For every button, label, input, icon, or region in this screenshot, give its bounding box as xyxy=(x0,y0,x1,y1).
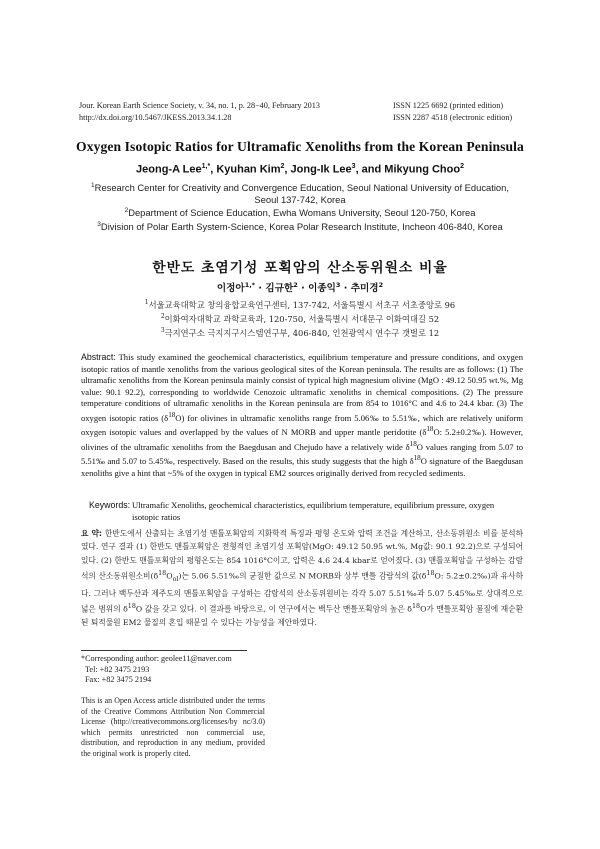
issn-electronic: ISSN 2287 4518 (electronic edition) xyxy=(393,113,513,122)
affiliation-2 xyxy=(0,205,600,219)
doi-link[interactable]: http://dx.doi.org/10.5467/JKESS.2013.34.1.28 xyxy=(79,113,232,122)
author-tel: Tel: +82 3475 2193 xyxy=(85,664,150,674)
korean-author-name: 이종익 xyxy=(308,283,336,294)
paper-title: Oxygen Isotopic Ratios for Ultramafic Xenoliths from the Korean Peninsula xyxy=(76,139,524,154)
affil-mark: 1 xyxy=(144,299,149,306)
affil-mark: 3 xyxy=(160,327,165,335)
isotope-mark: 18 xyxy=(426,425,434,434)
author-separator: · xyxy=(340,283,351,294)
author-separator: , xyxy=(210,163,217,176)
open-access-notice: This is an Open Access article distributed under the terms of the Creative Commons Attribution Non Commercial License (http://creativecommons.org/licenses/by nc/3.0) which permits unrestricted non commercial use, distribution, and reproduction in any medium, provided the original work is properly cited. xyxy=(81,696,265,758)
korean-abstract-text: O 값을 갖고 있다. 이 결과를 바탕으로, 이 연구에서는 백두산 맨틀포획암의 높은 δ xyxy=(135,604,412,614)
footnote-divider xyxy=(81,650,247,651)
korean-abstract-text: O가 맨틀포획암 물질에 재순환된 퇴적물원 EM2 물질의 혼입 때문일 수 있다는 가능성을 제안하였다. xyxy=(81,604,524,628)
abstract-text: O signature of the Baegdusan xenoliths give a hint that ~5% of the oxygen in typical EM2 sources originally derived from recycled sediments. xyxy=(81,456,523,478)
affiliation-1 xyxy=(0,180,600,194)
author-name: Jong-Ik Lee xyxy=(290,163,352,176)
affil-mark: 2 xyxy=(124,207,129,215)
korean-abstract-text: O xyxy=(166,571,173,581)
affiliation-list xyxy=(0,180,600,233)
journal-citation: Jour. Korean Earth Science Society, v. 34, no. 1, p. 28−40, February 2013 xyxy=(79,101,320,110)
korean-abstract xyxy=(81,527,523,630)
isotope-mark: 18 xyxy=(158,569,167,578)
korean-author-list xyxy=(0,280,600,294)
korean-abstract-text: 한반도에서 산출되는 초염기성 맨틀포획암의 지화학적 특징과 평형 온도와 압력 조건을 계산하고, 산소동위원소 비를 분석하였다. 연구 결과 (1) 한반도 맨틀포획암은 전형적인 초염기성 포획암(MgO: 49.12 50.95 wt.%, Mg값: 90.1 92.2)으로 구성되어 있다. (2) 한반도 맨틀포획암의 평형온도는 854 1016°C이고, 압력은 4.6 24.4 kbar로 얻어졌다. (3) 맨틀포획암을 구성하는 감람석의 산소동위원소비(δ xyxy=(81,529,524,581)
affil-mark: 2 xyxy=(160,313,165,321)
korean-affiliation-list xyxy=(0,297,600,340)
abstract-text: O) for olivines in ultramafic xenoliths range from 5.06‰ to 5.51‰, which are relatively uniform oxygen isotopic values and overlapped by the values of N MORB and upper mantle peridotite (δ xyxy=(81,412,523,438)
affil-text: Department of Science Education, Ewha Womans University, Seoul 120-750, Korea xyxy=(128,207,476,219)
affil-text: Division of Polar Earth System-Science, Korea Polar Research Institute, Incheon 406-840, Korea xyxy=(100,221,503,233)
issn-block xyxy=(393,100,512,124)
affil-text: 서울교육대학교 창의융합교육연구센터, 137-742, 서울특별시 서초구 서초중앙로 96 xyxy=(148,299,456,310)
author-affil-mark: 1,* xyxy=(244,280,256,289)
author-fax: Fax: +82 3475 2194 xyxy=(85,675,152,685)
abstract-text: O values ranging from 5.07 to 5.51‰ and 5.07 to 5.45‰, respectively. Based on the results, this study suggests that the high δ xyxy=(81,441,523,467)
keywords-text: Ultramafic Xenoliths, geochemical characteristics, equilibrium temperature, equilibrium pressure, oxygen isotopic ratios xyxy=(132,500,495,522)
author-affil-mark: 3 xyxy=(351,163,356,170)
issn-print: ISSN 1225 6692 (printed edition) xyxy=(393,101,504,110)
author-list xyxy=(0,163,600,176)
affil-text: 극지연구소 극지지구시스템연구부, 406-840, 인천광역시 연수구 갯벌로 12 xyxy=(164,328,440,339)
abstract xyxy=(81,352,523,479)
author-affil-mark: 2 xyxy=(293,280,298,289)
affiliation-1-cont: Seoul 137-742, Korea xyxy=(254,193,346,205)
author-name: Mikyung Choo xyxy=(384,163,461,176)
corresponding-author-email[interactable]: *Corresponding author: geolee11@naver.com xyxy=(81,654,232,663)
korean-abstract-text: O: 5.2±0.2‰)과 유사하다. 그러나 백두산과 제주도의 맨틀포획암을 구성하는 감람석의 산소동위원비는 각각 5.07 5.51‰과 5.07 5.45‰로 상대적으로 넓은 범위의 δ xyxy=(81,571,523,614)
korean-abstract-label: 요 약: xyxy=(81,529,103,538)
author-name: Kyuhan Kim xyxy=(216,163,281,176)
isotope-mark: 18 xyxy=(426,569,435,578)
isotope-mark: 18 xyxy=(168,410,176,419)
isotope-mark: 18 xyxy=(413,454,421,463)
author-affil-mark: 2 xyxy=(280,163,285,170)
affiliation-3 xyxy=(0,219,600,233)
isotope-mark: 18 xyxy=(409,439,417,448)
author-affil-mark: 2 xyxy=(460,163,464,170)
abstract-text: This study examined the geochemical characteristics, equilibrium temperature and pressure conditions, and oxygen isotopic ratios of mantle xenoliths from the various geological sites of the Korean peninsula. The results are as follows: (1) The ultramafic xenoliths from the Korean peninsula mainly consist of typical high magnesium olivine (MgO : 49.12 50.95 wt.%, Mg value: 90.1 92.2), corresponding to worldwide Cenozoic ultramafic xenoliths in chemical compositions. (2) The pressure temperature conditions of ultramafic xenoliths in the Korean peninsula are from 854 to 1016°C and 4.6 to 24.4 kbar. (3) The oxygen isotopic ratios (δ xyxy=(81,352,523,423)
korean-affiliation-2 xyxy=(0,311,600,325)
author-separator: , and xyxy=(355,163,385,176)
author-name: Jeong-A Lee xyxy=(136,163,202,176)
author-affil-mark: 1,* xyxy=(201,163,211,170)
korean-author-name: 추미경 xyxy=(350,283,379,294)
affil-text: Research Center for Creativity and Convergence Education, Seoul National University of Education, xyxy=(94,182,509,194)
keywords-label: Keywords: xyxy=(89,500,131,510)
korean-title: 한반도 초염기성 포획암의 산소동위원소 비율 xyxy=(152,260,448,276)
isotope-mark: 18 xyxy=(411,602,421,611)
korean-affiliation-1 xyxy=(0,297,600,311)
correspondence-note xyxy=(81,654,281,686)
affil-mark: 3 xyxy=(97,221,101,229)
author-separator: · xyxy=(255,283,266,294)
author-separator: , xyxy=(284,163,291,176)
author-affil-mark: 2 xyxy=(378,280,384,289)
affil-mark: 1 xyxy=(91,182,95,189)
korean-author-name: 이정아 xyxy=(216,283,245,294)
korean-affiliation-3 xyxy=(0,325,600,339)
author-affil-mark: 3 xyxy=(335,280,341,289)
korean-author-name: 김규한 xyxy=(265,283,294,294)
isotope-mark: 18 xyxy=(127,602,136,611)
abstract-text: O: 5.2±0.2‰). However, olivines of the ultramafic xenoliths from the Baegdusan and Chejudo have a relatively wide δ xyxy=(81,427,524,452)
affil-text: 이화여자대학교 과학교육과, 120-750, 서울특별시 서대문구 이화여대길 52 xyxy=(164,313,440,324)
author-separator: · xyxy=(297,283,309,294)
journal-citation-block xyxy=(79,100,320,124)
korean-abstract-text: )는 5.06 5.51‰의 균질한 값으로 N MORB와 상부 맨틀 감람석의 값(δ xyxy=(178,571,427,581)
abstract-label: Abstract: xyxy=(81,352,116,362)
olivine-subscript: ol xyxy=(172,575,179,584)
